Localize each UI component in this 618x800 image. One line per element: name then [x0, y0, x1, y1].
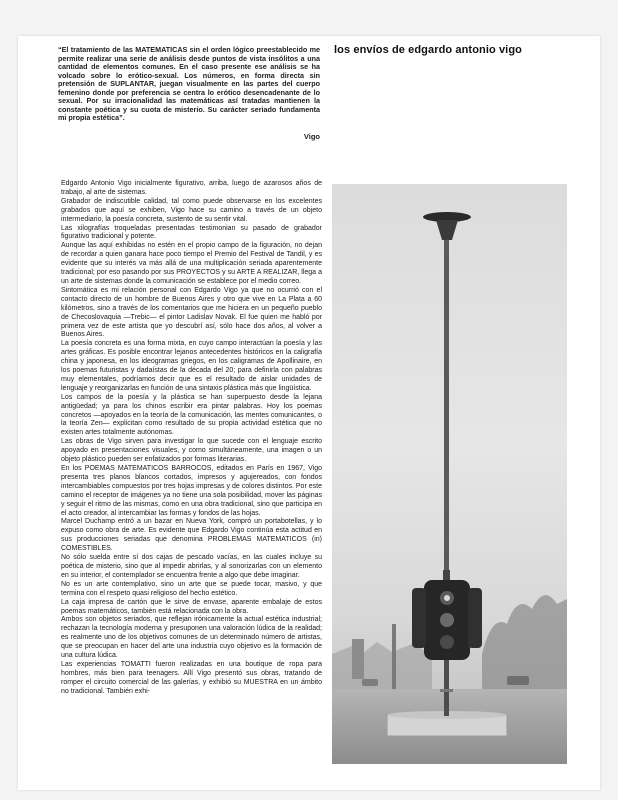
body-paragraph: Las experiencias TOMATTI fueron realizadas en una boutique de ropa para hombres, más bien para teenagers. Allí Vigo presentó sus obras, tratando de romper el circuito comercial de las galerías, y exhibió su MUESTRA en un ámbito no tradicional. También exhi- — [61, 660, 322, 695]
body-paragraph: La poesía concreta es una forma mixta, en cuyo campo interactúan la poesía y las artes gráficas. Es posible encontrar lejanos antecedentes históricos en la caligrafía china y japonesa, en los ideogramas griegos, en los caligramas de Apollinaire, en los poemas futuristas y dadaístas de la década del 20; para definirla con palabras muy elementales, podríamos decir que es el resultado de aislar unidades de lenguaje y reorganizarlas en función de una sintaxis plástica más que lingüística. — [61, 340, 322, 392]
body-paragraph: Ambos son objetos seriados, que reflejan irónicamente la actual estética industrial; rechazan la tecnología moderna y presuponen una valoración lúdica de la realidad; es realmente uno de los objetivos comunes de un determinado número de artistas, que se preocupan en hacer del arte una industria cuyo objetivo es la formación de una cultura lúdica. — [61, 616, 322, 660]
body-paragraph: En los POEMAS MATEMATICOS BARROCOS, editados en París en 1967, Vigo presenta tres planos blancos cortados, impresos y agujereados, con fondos intercambiables compuestos por tres hojas impresas y de colores distintos. Por este camino el receptor de imágenes ya no tiene una sola posibilidad, mover las páginas y seguir el ritmo de las mismas, como en una obra tradicional, sino que participa en el acto creador, al intercambiar las formas y fondos de las hojas. — [61, 465, 322, 517]
body-paragraph: No sólo suelda entre sí dos cajas de pescado vacías, en las cuales incluye su poética de misterio, sino que al impedir abrirlas, y al sonorizarlas con un elemento en su interior, el contemplador se encuentra frente a algo que debe imaginar. — [61, 554, 322, 579]
body-paragraph: Edgardo Antonio Vigo inicialmente figurativo, arriba, luego de azarosos años de trabajo, al arte de sistemas. — [61, 180, 322, 196]
body-paragraph: Aunque las aquí exhibidas no estén en el propio campo de la figuración, no dejan de recordar a quien ganara hace poco tiempo el Premio del Festival de Tandil, y es evidente que su interés va más allá de una multiplicación seriada aparentemente tradicional; por eso pasando por sus PROYECTOS y su ARTE A REALIZAR, llega a un arte de sistemas donde la comunicación se establece por el medio correo. — [61, 242, 322, 285]
body-paragraph: Sintomática es mi relación personal con Edgardo Vigo ya que no ocurrió con el contacto directo de un hombre de Buenos Aires y otro que vive en La Plata a 60 kilómetros, sino a través de los comentarios que me hiciera en un pequeño pueblo de Checoslovaquia —Trebic— el pintor Ladislav Novak. El fue quien me habló por primera vez de este artista que yo descubrí así, sólo hace dos años, al volver a Buenos Aires. — [61, 286, 322, 339]
body-paragraph: Grabador de indiscutible calidad, tal como puede observarse en los excelentes grabados que aquí se exhiben, Vigo hace su camino a través de un objeto intermediario, la poesía concreta, sustento de su sentir vital. — [61, 197, 322, 223]
body-paragraph: No es un arte contemplativo, sino un arte que se puede tocar, masivo, y que termina con el respeto quasi religioso del hecho estético. — [61, 580, 322, 597]
article-body — [61, 180, 322, 697]
body-paragraph: Marcel Duchamp entró a un bazar en Nueva York, compró un portabotellas, y lo expuso como obra de arte. Es evidente que Edgardo Vigo continúa esta actitud en sus producciones seriadas que denomina PROBLEMAS MATEMATICOS (in) COMESTIBLES. — [61, 518, 322, 553]
traffic-light-photo — [332, 184, 567, 764]
body-paragraph: Los campos de la poesía y la plástica se han superpuesto desde la lejana antigüedad; ya para los chinos escribir era pintar palabras. Hoy los poemas concretos —apoyados en la teoría de la comunicación, las mentes comunicantes, o la teoría Zen— explicitan como resultado de su propia actividad estética que no existen artes totalmente autónomas. — [61, 393, 322, 437]
body-paragraph: La caja impresa de cartón que le sirve de envase, aparente embalaje de estos poemas matemáticos, también está relacionada con la obra. — [61, 598, 322, 615]
body-paragraph: Las obras de Vigo sirven para investigar lo que sucede con el lenguaje escrito apoyado en presentaciones visuales, y como simultáneamente, una imagen o un objeto plástico pueden ser enfatizados por formas literarias. — [61, 438, 322, 464]
quote-signature: Vigo — [303, 132, 320, 141]
article-title: los envíos de edgardo antonio vigo — [334, 44, 522, 56]
magazine-page — [18, 36, 600, 790]
artist-quote: “El tratamiento de las MATEMATICAS sin el orden lógico preestablecido me permite realizar una serie de análisis desde puntos de vista insólitos a una cantidad de elementos comunes. En el caso presente ese análisis se ha volcado sobre lo erótico-sexual. Los números, en forma directa sin pretensión de SUPLANTAR, juegan visualmente en las partes del cuerpo femenino donde por preferencia se centra lo erótico desencadenante de lo sexual. Por su irracionalidad las matemáticas así tratadas mantienen la constante poética y su cuota de misterio. Su carácter seriado fundamenta mi propia estética”. — [58, 45, 322, 122]
body-paragraph: Las xilografías troqueladas presentadas testimonian su pasado de grabador figurativo tradicional y potente. — [61, 224, 322, 241]
